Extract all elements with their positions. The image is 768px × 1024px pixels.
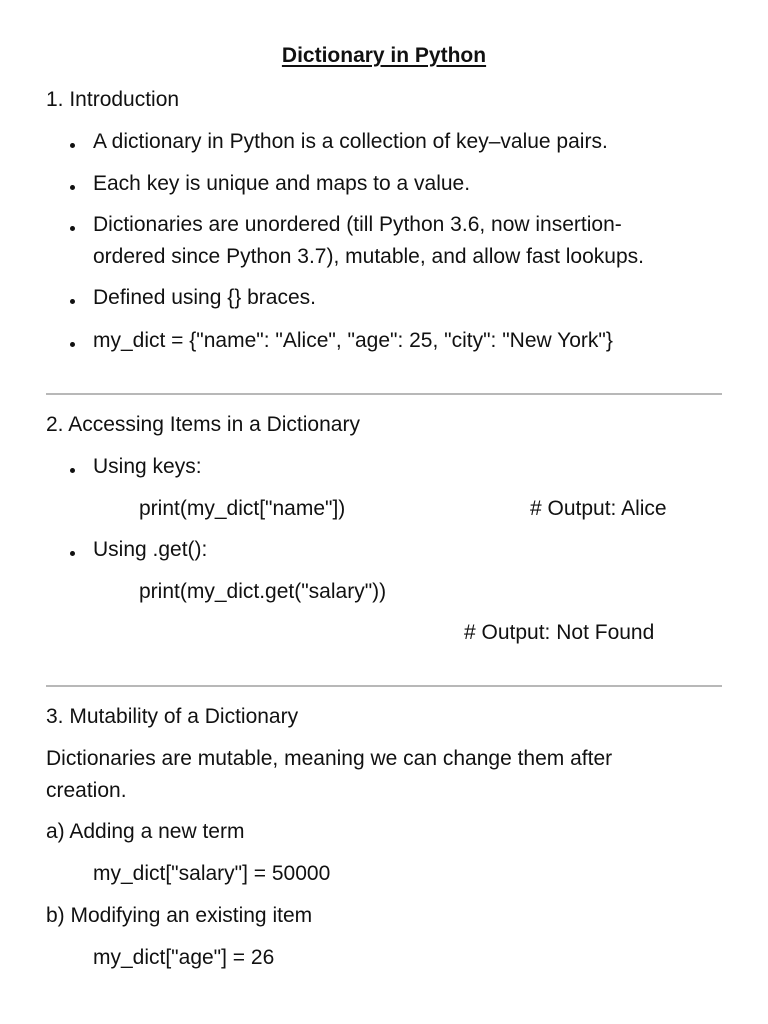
mutability-paragraph-line-1: Dictionaries are mutable, meaning we can change them after [46,747,613,770]
mutability-modify-code: my_dict["age"] = 26 [93,946,275,969]
section-divider [46,393,722,395]
accessing-get-output-comment: # Output: Not Found [464,621,655,644]
intro-bullet-3-line-2: ordered since Python 3.7), mutable, and allow fast lookups. [93,245,644,268]
intro-bullet-3-line-1: Dictionaries are unordered (till Python 3.6, now insertion- [93,213,622,236]
mutability-add-label: a) Adding a new term [46,820,245,843]
intro-bullet-5-code: my_dict = {"name": "Alice", "age": 25, "city": "New York"} [93,329,613,352]
mutability-modify-label: b) Modifying an existing item [46,904,313,927]
mutability-paragraph-line-2: creation. [46,779,127,802]
accessing-keys-label: Using keys: [93,455,202,478]
bullet-dot [70,342,75,347]
section-heading-mutability: 3. Mutability of a Dictionary [46,705,299,728]
section-divider [46,685,722,687]
bullet-dot [70,143,75,148]
accessing-keys-code: print(my_dict["name"]) [139,497,346,520]
accessing-get-label: Using .get(): [93,538,208,561]
accessing-get-code: print(my_dict.get("salary")) [139,580,387,603]
bullet-dot [70,226,75,231]
intro-bullet-2: Each key is unique and maps to a value. [93,172,471,195]
bullet-dot [70,299,75,304]
accessing-keys-output-comment: # Output: Alice [530,497,667,520]
mutability-add-code: my_dict["salary"] = 50000 [93,862,331,885]
bullet-dot [70,551,75,556]
bullet-dot [70,185,75,190]
section-heading-accessing: 2. Accessing Items in a Dictionary [46,413,360,436]
intro-bullet-4: Defined using {} braces. [93,286,316,309]
document-title: Dictionary in Python [281,44,487,67]
section-heading-introduction: 1. Introduction [46,88,180,111]
bullet-dot [70,468,75,473]
intro-bullet-1: A dictionary in Python is a collection of key–value pairs. [93,130,608,153]
